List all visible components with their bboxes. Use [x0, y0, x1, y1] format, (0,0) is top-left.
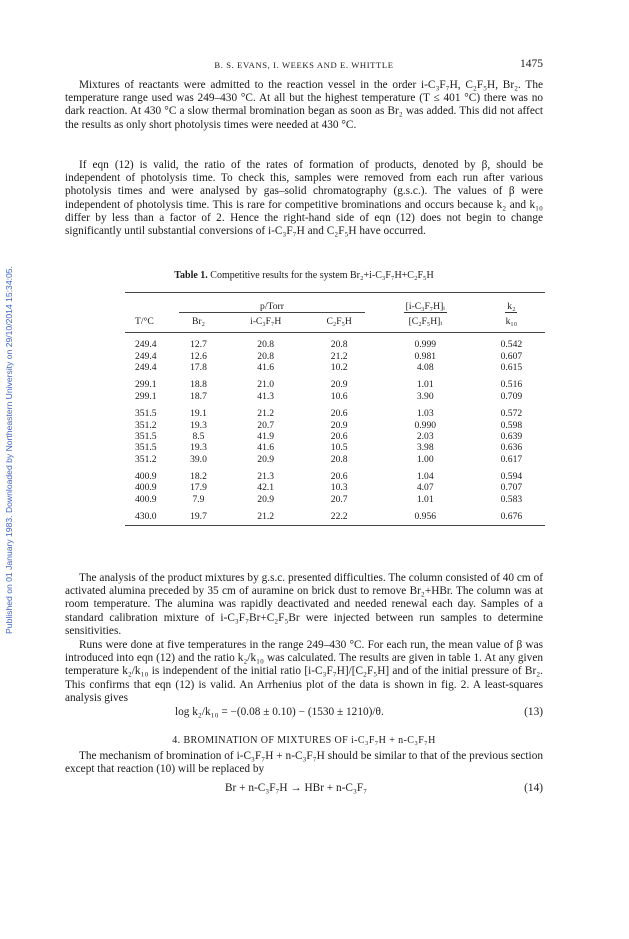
- table-row: [125, 482, 545, 493]
- table-row: [125, 339, 545, 350]
- paragraph-eqn12-validity: If eqn (12) is valid, the ratio of the rates of formation of products, denoted by β, should be independent of photolysis time. To check this, samples were removed from each run after various photolysis times and were analysed by gas–solid chromatography (g.s.c.). The values of β were independent of photolysis time. This is rare for competitive brominations and occurs because k₂ and k₁₀ differ by less than a factor of 2. Hence the right-hand side of eqn (12) does not begin to change significantly until substantial conversions of i-C₃F₇H and C₂F₅H have occurred.: [65, 159, 543, 238]
- cell-br2: 18.8: [190, 379, 207, 391]
- cell-ratio: 2.03: [416, 430, 434, 442]
- table-row: [125, 431, 545, 442]
- table-caption: [65, 270, 543, 281]
- table-row: [125, 391, 545, 402]
- cell-ratio: 1.03: [416, 408, 434, 420]
- cell-br2: 19.7: [190, 511, 207, 523]
- cell-kratio: 0.639: [500, 430, 523, 442]
- cell-ratio: 0.990: [414, 419, 437, 431]
- cell-kratio: 0.607: [500, 350, 523, 362]
- cell-i-c3f7h: 41.6: [257, 442, 275, 454]
- cell-br2: 19.1: [190, 408, 207, 420]
- table-row: [125, 362, 545, 373]
- cell-temperature: 400.9: [135, 471, 157, 483]
- header-temperature: T/°C: [135, 315, 154, 327]
- section-4-heading: 4. BROMINATION OF MIXTURES OF i-C₃F₇H + n-C₃F₇H: [172, 735, 436, 746]
- cell-kratio: 0.707: [500, 482, 523, 494]
- cell-kratio: 0.709: [500, 390, 523, 402]
- cell-ratio: 1.00: [416, 453, 434, 465]
- cell-c2f5h: 10.5: [330, 442, 348, 454]
- equation-13-number: (13): [524, 706, 543, 718]
- cell-temperature: 249.4: [135, 361, 157, 373]
- cell-kratio: 0.516: [500, 379, 523, 391]
- cell-br2: 18.2: [190, 471, 207, 483]
- cell-ratio: 1.01: [416, 493, 434, 505]
- cell-c2f5h: 20.7: [330, 493, 348, 505]
- cell-ratio: 0.999: [414, 339, 437, 351]
- cell-c2f5h: 10.2: [330, 361, 348, 373]
- cell-i-c3f7h: 20.9: [257, 493, 275, 505]
- equation-14: [65, 782, 543, 796]
- cell-br2: 17.9: [190, 482, 207, 494]
- cell-kratio: 0.598: [500, 419, 523, 431]
- cell-c2f5h: 22.2: [330, 511, 348, 523]
- cell-c2f5h: 10.6: [330, 390, 348, 402]
- cell-br2: 12.6: [190, 350, 207, 362]
- cell-temperature: 351.2: [135, 419, 157, 431]
- cell-br2: 19.3: [190, 442, 207, 454]
- cell-temperature: 249.4: [135, 339, 157, 351]
- cell-kratio: 0.615: [500, 361, 523, 373]
- cell-kratio: 0.572: [500, 408, 523, 420]
- cell-temperature: 351.2: [135, 453, 157, 465]
- table-row: [125, 442, 545, 453]
- cell-i-c3f7h: 42.1: [257, 482, 275, 494]
- cell-temperature: 430.0: [135, 511, 157, 523]
- paragraph-runs: Runs were done at five temperatures in the range 249–430 °C. For each run, the mean value of β was introduced into eqn (12) and the ratio k₂/k₁₀ was calculated. The results are given in table 1. At any given temperature k₂/k₁₀ is independent of the initial ratio [i-C₃F₇H]/[C₂F₅H] and of the initial pressure of Br₂. This confirms that eqn (12) is valid. An Arrhenius plot of the data is shown in fig. 2. A least-squares analysis gives: [65, 639, 543, 704]
- cell-br2: 18.7: [190, 390, 207, 402]
- paragraph-reactant-mixtures: Mixtures of reactants were admitted to the reaction vessel in the order i-C₃F₇H, C₂F₅H, Br₂. The temperature range used was 249–430 °C. At all but the highest temperature (T ≤ 401 °C) there was no dark reaction. At 430 °C a slow thermal bromination began as soon as Br₂ was added. This did not affect the results as only short photolysis times were needed at 430 °C.: [65, 79, 543, 131]
- table-bottom-rule: [125, 522, 545, 526]
- cell-br2: 19.3: [190, 419, 207, 431]
- cell-ratio: 1.04: [416, 471, 434, 483]
- cell-kratio: 0.594: [500, 471, 523, 483]
- cell-br2: 39.0: [190, 453, 207, 465]
- cell-kratio: 0.617: [500, 453, 523, 465]
- cell-temperature: 351.5: [135, 442, 157, 454]
- header-kratio-denominator: k₁₀: [505, 315, 518, 327]
- cell-temperature: 299.1: [135, 379, 157, 391]
- cell-temperature: 351.5: [135, 430, 157, 442]
- paragraph-mechanism: The mechanism of bromination of i-C₃F₇H + n-C₃F₇H should be similar to that of the previous section except that reaction (10) will be replaced by: [65, 750, 543, 776]
- header-ratio: [404, 301, 447, 313]
- cell-temperature: 351.5: [135, 408, 157, 420]
- cell-br2: 7.9: [192, 493, 205, 505]
- cell-i-c3f7h: 21.0: [257, 379, 275, 391]
- cell-ratio: 4.07: [416, 482, 434, 494]
- publication-watermark-text: Published on 01 January 1983. Downloaded by Northeastern University on 29/10/2014 15:34:05.: [4, 266, 14, 634]
- cell-kratio: 0.636: [500, 442, 523, 454]
- cell-i-c3f7h: 20.8: [257, 339, 275, 351]
- running-header-authors: B. S. EVANS, I. WEEKS AND E. WHITTLE: [214, 60, 394, 70]
- table-row: [125, 350, 545, 361]
- table-row: [125, 494, 545, 505]
- table-row: [125, 419, 545, 430]
- cell-i-c3f7h: 41.9: [257, 430, 275, 442]
- cell-c2f5h: 20.9: [330, 419, 348, 431]
- cell-i-c3f7h: 41.6: [257, 361, 275, 373]
- table-row: [125, 471, 545, 482]
- cell-c2f5h: 20.6: [330, 471, 348, 483]
- cell-temperature: 249.4: [135, 350, 157, 362]
- header-c2f5h: C₂F₅H: [326, 315, 352, 327]
- cell-c2f5h: 10.3: [330, 482, 348, 494]
- cell-temperature: 400.9: [135, 482, 157, 494]
- cell-c2f5h: 21.2: [330, 350, 348, 362]
- header-br2: Br₂: [192, 315, 205, 327]
- header-i-c3f7h: i-C₃F₇H: [250, 315, 282, 327]
- header-ratio-denominator: [C₂F₅H]ᵢ: [408, 315, 442, 327]
- header-kratio: [505, 301, 517, 313]
- header-pressure-group: p/Torr: [179, 301, 364, 313]
- cell-i-c3f7h: 20.9: [257, 453, 275, 465]
- cell-temperature: 299.1: [135, 390, 157, 402]
- publication-watermark: [2, 150, 16, 750]
- table-row: [125, 408, 545, 419]
- cell-i-c3f7h: 20.7: [257, 419, 275, 431]
- table-row: [125, 379, 545, 390]
- running-header: [65, 60, 543, 74]
- cell-kratio: 0.542: [500, 339, 523, 351]
- cell-i-c3f7h: 21.3: [257, 471, 275, 483]
- cell-temperature: 400.9: [135, 493, 157, 505]
- cell-i-c3f7h: 20.8: [257, 350, 275, 362]
- cell-br2: 8.5: [192, 430, 205, 442]
- cell-c2f5h: 20.8: [330, 453, 348, 465]
- cell-kratio: 0.583: [500, 493, 523, 505]
- cell-ratio: 3.90: [416, 390, 434, 402]
- table-label: Table 1.: [174, 270, 208, 281]
- equation-14-expression: Br + n-C₃F₇H → HBr + n-C₃F₇: [225, 782, 368, 794]
- cell-br2: 17.8: [190, 361, 207, 373]
- cell-c2f5h: 20.8: [330, 339, 348, 351]
- table-caption-text: Competitive results for the system Br₂+i-C₃F₇H+C₂F₅H: [210, 270, 434, 281]
- equation-14-number: (14): [524, 782, 543, 794]
- cell-ratio: 1.01: [416, 379, 434, 391]
- header-kratio-numerator: k₂: [507, 301, 516, 312]
- page-number: 1475: [520, 58, 543, 70]
- cell-ratio: 4.08: [416, 361, 434, 373]
- results-table: [125, 292, 545, 526]
- table-row: [125, 454, 545, 465]
- cell-i-c3f7h: 21.2: [257, 408, 275, 420]
- cell-c2f5h: 20.6: [330, 408, 348, 420]
- cell-c2f5h: 20.6: [330, 430, 348, 442]
- equation-13: [65, 706, 543, 720]
- cell-i-c3f7h: 41.3: [257, 390, 275, 402]
- equation-13-expression: log k₂/k₁₀ = −(0.08 ± 0.10) − (1530 ± 1210)/θ.: [175, 706, 384, 718]
- cell-ratio: 0.981: [414, 350, 437, 362]
- cell-ratio: 3.98: [416, 442, 434, 454]
- header-ratio-numerator: [i-C₃F₇H]ᵢ: [405, 301, 445, 312]
- cell-c2f5h: 20.9: [330, 379, 348, 391]
- cell-i-c3f7h: 21.2: [257, 511, 275, 523]
- paragraph-gsc-analysis: The analysis of the product mixtures by g.s.c. presented difficulties. The column consisted of 40 cm of activated alumina preceded by 35 cm of auramine on brick dust to remove Br₂+HBr. The column was at room temperature. The alumina was rapidly deactivated and needed renewal each day. Samples of a standard calibration mixture of i-C₃F₇Br+C₂F₅Br were injected between run samples to determine sensitivities.: [65, 572, 543, 637]
- cell-kratio: 0.676: [500, 511, 523, 523]
- cell-br2: 12.7: [190, 339, 207, 351]
- table-row: [125, 511, 545, 522]
- cell-ratio: 0.956: [414, 511, 437, 523]
